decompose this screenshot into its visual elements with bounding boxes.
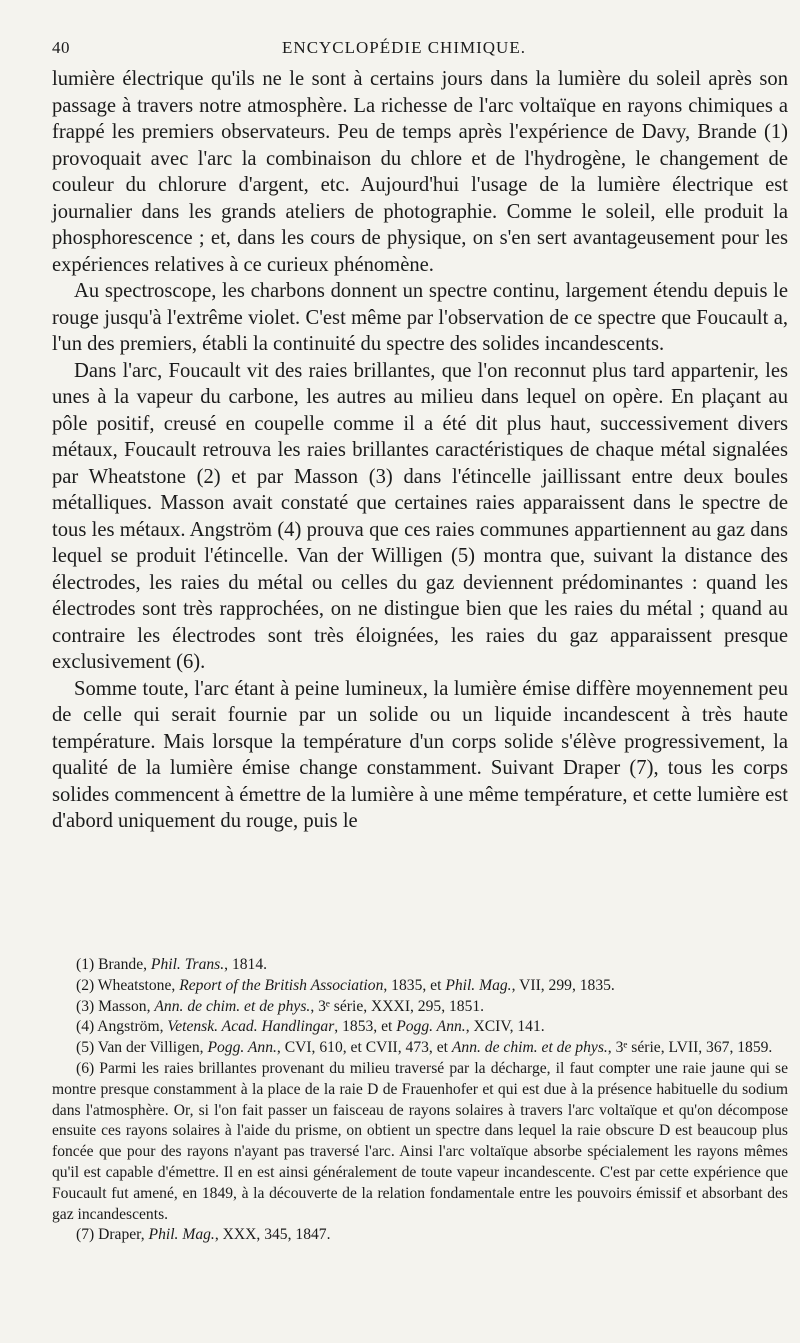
paragraph-2: Au spectroscope, les charbons donnent un spectre continu, largement étendu depuis le rouge jusqu'à l'extrême violet. C'est même par l'observation de ce spectre que Foucault a, l'un des premiers, établi la continuité du spectre des solides incandescents. [52, 280, 788, 355]
footnote-5: (5) Van der Villigen, Pogg. Ann., CVI, 610, et CVII, 473, et Ann. de chim. et de phys., 3ᵉ série, LVII, 367, 1859. [76, 1039, 773, 1057]
page-header [52, 38, 756, 66]
footnote-1: (1) Brande, Phil. Trans., 1814. [76, 956, 268, 973]
footnote-7: (7) Draper, Phil. Mag., XXX, 345, 1847. [76, 1226, 331, 1244]
running-title: ENCYCLOPÉDIE CHIMIQUE. [282, 38, 526, 57]
footnote-2: (2) Wheatstone, Report of the British Association, 1835, et Phil. Mag., VII, 299, 1835. [76, 976, 615, 994]
footnotes [52, 955, 788, 1246]
paragraph-1: lumière électrique qu'ils ne le sont à certains jours dans la lumière du soleil après son passage à travers notre atmosphère. La richesse de l'arc voltaïque en rayons chimiques a frappé les premiers observateurs. Peu de temps après l'expérience de Davy, Brande (1) provoquait avec l'arc la combinaison du chlore et de l'hydrogène, le changement de couleur du chlorure d'argent, etc. Aujourd'hui l'usage de la lumière électrique est journalier dans les grands ateliers de photographie. Comme le soleil, elle produit la phosphorescence ; et, dans les cours de physique, on s'en sert avantageusement pour les expériences relatives à ce curieux phénomène. [52, 68, 788, 276]
footnote-4: (4) Angström, Vetensk. Acad. Handlingar, 1853, et Pogg. Ann., XCIV, 141. [76, 1018, 545, 1036]
paragraph-4: Somme toute, l'arc étant à peine lumineux, la lumière émise diffère moyennement peu de celle qui serait fournie par un solide ou un liquide incandescent à très haute température. Mais lorsque la température d'un corps solide s'élève progressivement, la qualité de la lumière émise change constamment. Suivant Draper (7), tous les corps solides commencent à émettre de la lumière à une même température, et cette lumière est d'abord uniquement du rouge, puis le [52, 677, 788, 832]
main-text [52, 66, 788, 835]
footnote-6: (6) Parmi les raies brillantes provenant du milieu traversé par la décharge, il faut compter une raie jaune qui se montre presque constamment à la place de la raie D de Frauenhofer et qui est due à la présence habituelle du sodium dans l'atmosphère. Or, si l'on fait passer un faisceau de rayons solaires à travers l'arc voltaïque et qu'on décompose ensuite ces rayons solaires à l'aide du prisme, on obtient un spectre dans lequel la raie obscure D est beaucoup plus foncée que pour des rayons n'ayant pas traversé l'arc. Ainsi l'arc voltaïque absorbe spécialement les rayons mêmes qu'il est capable d'émettre. Il en est ainsi généralement de toute vapeur incandescente. C'est par cette expérience que Foucault fut amené, en 1849, à la découverte de la relation fondamentale entre les pouvoirs émissif et absorbant des gaz incandescents. [52, 1059, 788, 1223]
paragraph-3: Dans l'arc, Foucault vit des raies brillantes, que l'on reconnut plus tard appartenir, les unes à la vapeur du carbone, les autres au milieu dans lequel on opère. En plaçant au pôle positif, creusé en coupelle comme il a été dit plus haut, successivement divers métaux, Foucault retrouva les raies brillantes caractéristiques de chaque métal signalées par Wheatstone (2) et par Masson (3) dans l'étincelle jaillissant entre deux boules métalliques. Masson avait constaté que certaines raies apparaissent dans le spectre de tous les métaux. Angström (4) prouva que ces raies communes appartiennent au gaz dans lequel se produit l'étincelle. Van der Willigen (5) montra que, suivant la distance des électrodes, les raies du métal ou celles du gaz deviennent prédominantes : quand les électrodes sont très rapprochées, on ne distingue bien que les raies du métal ; quand au contraire les électrodes sont très éloignées, les raies du gaz apparaissent presque exclusivement (6). [52, 359, 788, 673]
footnote-3: (3) Masson, Ann. de chim. et de phys., 3ᵉ série, XXXI, 295, 1851. [76, 997, 485, 1015]
page-number: 40 [52, 38, 70, 57]
